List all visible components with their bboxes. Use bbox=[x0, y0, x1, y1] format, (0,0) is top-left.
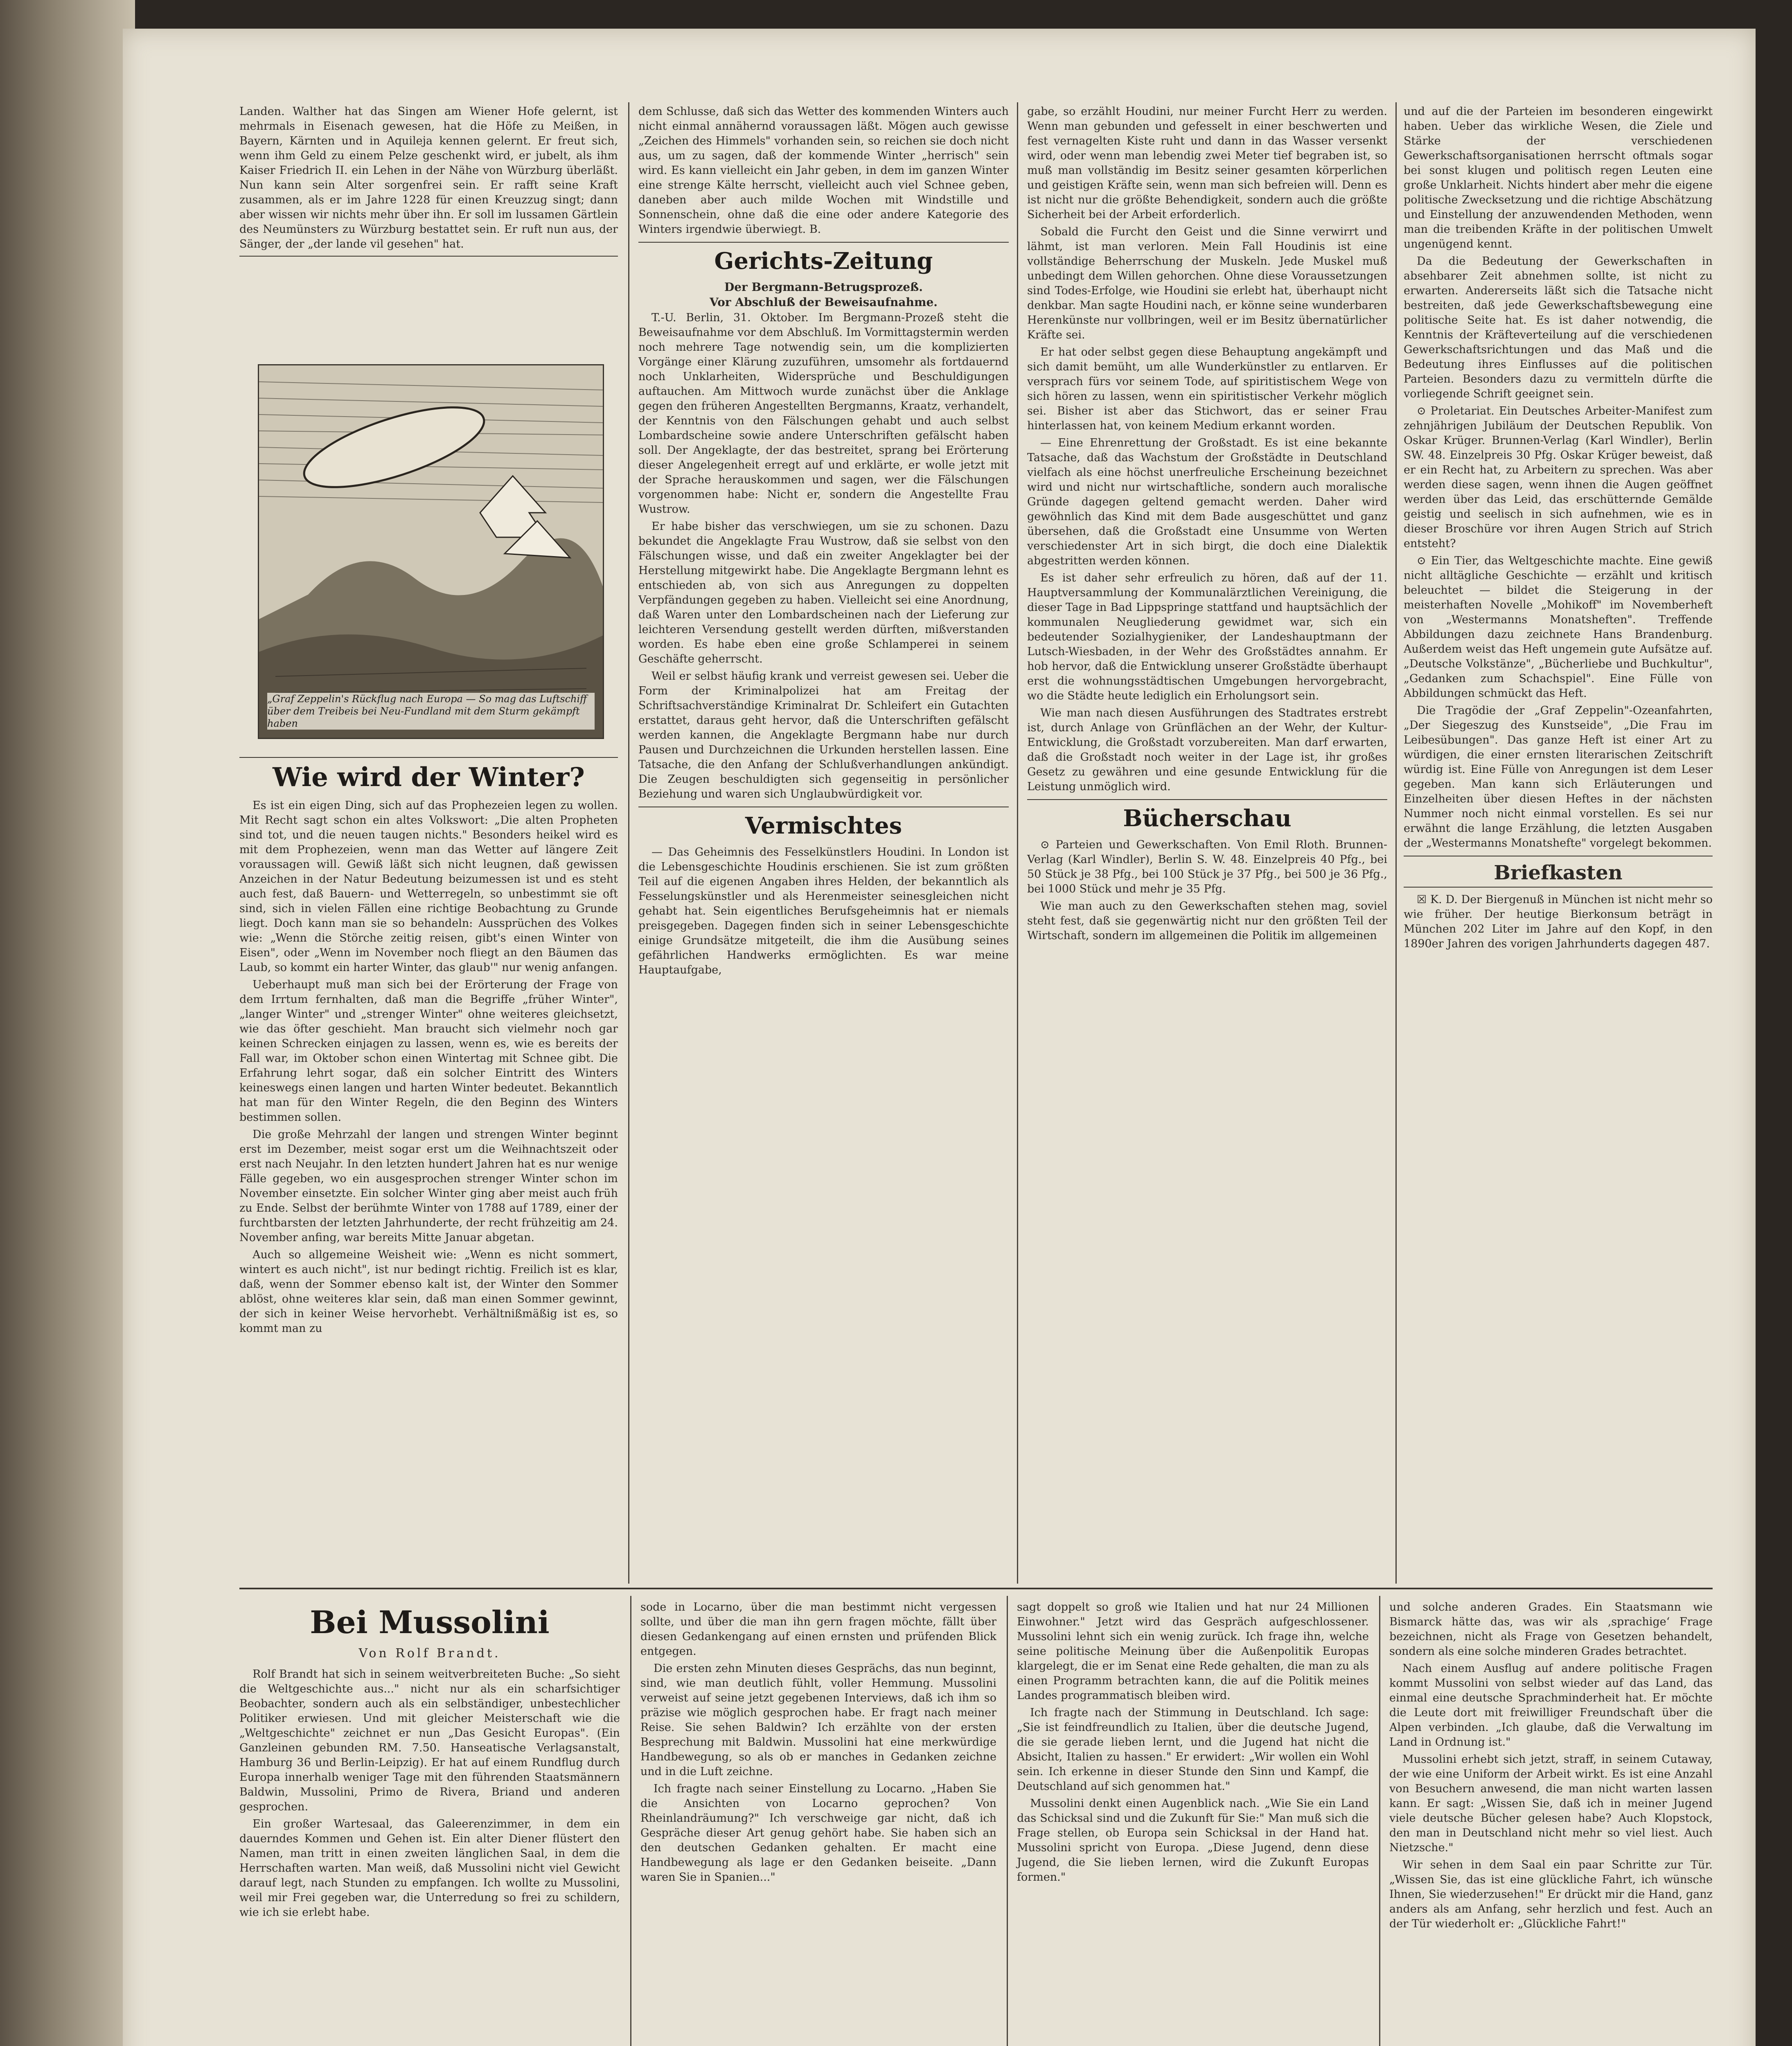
headline-buecherschau: Bücherschau bbox=[1123, 805, 1292, 832]
byline: Von Rolf Brandt. bbox=[358, 1646, 501, 1661]
article-text: Ich fragte nach der Stimmung in Deutschland. Ich sage: „Sie ist feindfreundlich zu Italien, über die deutsche Jugend, die sie gerade lieben lernt, und die Jugend hat nicht die Absicht, Italien zu hassen." Er erwidert: „Wir wollen ein Wohl sein. Ich erkenne in dieser Stunde den Sinn und Kampf, die Deutschland auf sich genommen hat." bbox=[1017, 1706, 1369, 1793]
article-text: Nach einem Ausflug auf andere politische Fragen kommt Mussolini von selbst wieder auf das Land, das einmal eine deutsche Sprachminderheit hat. Er möchte die Leute dort mit freiwilliger Freundschaft über die Alpen verbinden. „Ich glaube, daß die Verwaltung im Land in Ordnung ist." bbox=[1389, 1662, 1713, 1749]
headline-mussolini: Bei Mussolini bbox=[310, 1604, 550, 1640]
article-text: Ein großer Wartesaal, das Galeerenzimmer, in dem ein dauerndes Kommen und Gehen ist. Ein alter Diener flüstert den Namen, man tritt in einen zweiten länglichen Saal, in dem die Herrschaften warten. Man weiß, daß Mussolini nicht viel Gewicht darauf legt, nach Stunden zu empfangen. Ich wollte zu Mussolini, weil mir Frei gegeben war, die Unterredung so frei zu schildern, wie ich sie erlebt habe. bbox=[239, 1818, 620, 1919]
column-3 bbox=[1027, 104, 1387, 946]
column-1-lower bbox=[239, 757, 618, 1338]
article-text: ⊙ Proletariat. Ein Deutsches Arbeiter-Manifest zum zehnjährigen Jubiläum der Deutschen Republik. Von Oskar Krüger. Brunnen-Verlag (Karl Windler), Berlin SW. 48. Einzelpreis 30 Pfg. Oskar Krüger beweist, daß er ein Recht hat, zu Arbeitern zu sprechen. Was aber werden diese sagen, wenn ihnen die Augen geöffnet werden über das Leid, das erschütternde Gemälde geistig und seelisch in sich aufnehmen, wie es in dieser Broschüre vor ihren Augen Strich auf Strich entsteht? bbox=[1404, 405, 1713, 550]
subheadline: Vor Abschluß der Beweisaufnahme. bbox=[709, 295, 938, 309]
article-text: Die Tragödie der „Graf Zeppelin"-Ozeanfahrten, „Der Siegeszug des Kunstseide", „Die Frau im Leibesübungen". Das ganze Heft ist einer Art zu würdigen, die einer ernsten literarischen Zeitschrift würdig ist. Eine Fülle von Anregungen ist dem Leser gegeben. Man kann sich Erläuterungen und Einzelheiten über diesen Heftes in der nächsten Nummer noch nicht einmal vorstellen. Es sei nur erwähnt die lange Erzählung, die letzten Ausgaben der „Westermanns Monatshefte" vorgelegt bekommen. bbox=[1404, 704, 1713, 849]
article-text: Sobald die Furcht den Geist und die Sinne verwirrt und lähmt, ist man verloren. Mein Fall Houdinis ist eine vollständige Beherrschung der Muskeln. Jede Muskel muß unbedingt dem Willen gehorchen. Ohne diese Voraussetzungen sind Todes-Erfolge, wie Houdini sie erlebt hat, überhaupt nicht denkbar. Man sagte Houdini nach, er könne seine wunderbaren Herenkünste nur vollbringen, weil er im Besitz übernatürlicher Kräfte sei. bbox=[1027, 225, 1387, 341]
article-text: Wir sehen in dem Saal ein paar Schritte zur Tür. „Wissen Sie, das ist eine glückliche Fahrt, ich wünsche Ihnen, Sie wiederzusehen!" Er drückt mir die Hand, ganz anders als am Anfang, sehr herzlich und fest. Auch an der Tür wiederholt er: „Glückliche Fahrt!" bbox=[1389, 1859, 1713, 1930]
zeppelin-illustration bbox=[258, 364, 604, 739]
article-text: Auch so allgemeine Weisheit wie: „Wenn es nicht sommert, wintert es auch nicht", ist nur bedingt richtig. Freilich ist es klar, daß, wenn der Sommer ebenso kalt ist, der Winter den Sommer ablöst, ohne weiteres klar sein, daß man einen Sommer gewinnt, der sich in keiner Weise hervorhebt. Verhältnißmäßig ist es, so kommt man zu bbox=[239, 1248, 618, 1335]
divider bbox=[239, 757, 618, 758]
article-text: Wie man nach diesen Ausführungen des Stadtrates erstrebt ist, durch Anlage von Grünflächen an der Wehr, der Kultur-Entwicklung, die Großstadt vorzubereiten. Man darf erwarten, daß die Großstadt noch weiter in der Lage ist, ihr großes Gesetz zu gewähren und eine gesunde Entwicklung für die Leistung unmöglich wird. bbox=[1027, 707, 1387, 793]
column-4 bbox=[1404, 104, 1713, 954]
article-text: ☒ K. D. Der Biergenuß in München ist nicht mehr so wie früher. Der heutige Bierkonsum beträgt in München 202 Liter im Jahre auf den Kopf, in den 1890er Jahren des vorigen Jahrhunderts dagegen 487. bbox=[1404, 893, 1713, 950]
column-rule bbox=[1007, 1596, 1008, 2046]
book-binding bbox=[0, 0, 135, 2046]
article-text: Ueberhaupt muß man sich bei der Erörterung der Frage von dem Irrtum fernhalten, daß man die Begriffe „früher Winter", „langer Winter" und „strenger Winter" ohne weiteres gleichsetzt, wie das öfter geschieht. Man braucht sich vielmehr noch gar keinen Schrecken einjagen zu lassen, wenn es, wie es bereits der Fall war, im Oktober schon einen Wintertag mit Schnee gibt. Die Erfahrung lehrt sogar, daß ein solcher Eintritt des Winters keineswegs einen langen und harten Winter bedeutet. Bekanntlich hat man für den Winter Regeln, die den Beginn des Winters bestimmen sollen. bbox=[239, 978, 618, 1124]
article-text: ⊙ Ein Tier, das Weltgeschichte machte. Eine gewiß nicht alltägliche Geschichte — erzählt und kritisch beleuchtet — bildet die Steigerung in der meisterhaften Novelle „Mohikoff" im Novemberheft von „Westermanns Monatsheften". Treffende Abbildungen dazu zeichnete Hans Brandenburg. Außerdem weist das Heft ungemein gute Aufsätze auf. „Deutsche Volkstänze", „Bücherliebe und Buchkultur", „Gedanken zum Schachspiel". Eine Fülle von Abbildungen schmückt das Heft. bbox=[1404, 554, 1713, 700]
article-text: Er hat oder selbst gegen diese Behauptung angekämpft und sich damit bemüht, um alle Wunderkünstler zu entlarven. Er versprach fürs vor seinem Tode, auf spiritistischem Wege von sich hören zu lassen, wenn ein spiritistischer Verkehr möglich sei. Bisher ist aber das Stichwort, das er seiner Frau hinterlassen hat, von keinem Medium erkannt worden. bbox=[1027, 346, 1387, 432]
zeppelin-engraving bbox=[259, 365, 603, 738]
article-text: und auf die der Parteien im besonderen eingewirkt haben. Ueber das wirkliche Wesen, die Ziele und Stärke der verschiedenen Gewerkschaftsorganisationen herrscht oftmals sogar bei sonst klugen und politisch regen Leuten eine große Unklarheit. Nichts hindert aber mehr die eigene politische Zwecksetzung und die richtige Abschätzung und Einstellung der anzuwendenden Methoden, wenn man die treibenden Kräfte in der politischen Umwelt ungenügend kennt. bbox=[1404, 105, 1713, 250]
headline-vermischtes: Vermischtes bbox=[745, 812, 902, 839]
bottom-column-4 bbox=[1389, 1600, 1713, 1934]
article-text: Mussolini denkt einen Augenblick nach. „Wie Sie ein Land das Schicksal sind und die Zukunft für Sie:" Man muß sich die Frage stellen, ob Europa sein Schicksal in der Hand hat. Mussolini spricht von Europa. „Diese Jugend, denn diese Jugend, die Sie lieben lernen, wird die Zukunft Europas formen." bbox=[1017, 1797, 1369, 1884]
article-text: Er habe bisher das verschwiegen, um sie zu schonen. Dazu bekundet die Angeklagte Frau Wustrow, daß sie selbst von den Fälschungen wisse, und daß ein zweiter Angeklagter bei der Herstellung mitgewirkt habe. Die Angeklagte Bergmann lehnt es entschieden ab, von sich aus Anregungen zu doppelten Verpfändungen gegeben zu haben. Vielleicht sei eine Anordnung, daß Waren unter den Lombardscheinen nach der Lieferung zur leichteren Versendung gestellt werden dürften, mißverstanden worden. Es habe eben eine große Schlamperei in seinem Geschäfte geherrscht. bbox=[638, 520, 1009, 665]
column-rule bbox=[1017, 102, 1018, 1584]
article-text: dem Schlusse, daß sich das Wetter des kommenden Winters auch nicht einmal annähernd voraussagen läßt. Mögen auch gewisse „Zeichen des Himmels" vorhanden sein, so reichen sie doch nicht aus, um zu sagen, daß der kommende Winter „herrisch" sein wird. Es kann vielleicht ein Jahr geben, in dem im ganzen Winter eine strenge Kälte herrscht, vielleicht auch viel Schnee geben, daneben aber auch milde Wochen mit Windstille und Sonnenschein, ohne daß die eine oder andere Kategorie des Winters irgendwie überwiegt. B. bbox=[638, 105, 1009, 236]
article-text: Da die Bedeutung der Gewerkschaften in absehbarer Zeit abnehmen sollte, ist nicht zu erwarten. Andererseits läßt sich die Tatsache nicht bestreiten, daß jede Gewerkschaftsbewegung eine politische Seite hat. Es ist daher notwendig, die Kenntnis der Kräfteverteilung auf die verschiedenen Gewerkschaftsrichtungen und das Maß und die Bedeutung ihres Einflusses auf die politischen Parteien. Besonders dazu zu vermitteln dürfte die vorliegende Schrift geeignet sein. bbox=[1404, 255, 1713, 400]
column-rule bbox=[1395, 102, 1397, 1584]
article-text: Mussolini erhebt sich jetzt, straff, in seinem Cutaway, der wie eine Uniform der Arbeit wirkt. Es ist eine Anzahl von Besuchern anwesend, die man nicht warten lassen kann. Er sagt: „Wissen Sie, daß ich in meiner Jugend viele deutsche Bücher gelesen habe? Auch Klopstock, den man in Deutschland nicht mehr so viel liest. Auch Nietzsche." bbox=[1389, 1753, 1713, 1854]
article-text: gabe, so erzählt Houdini, nur meiner Furcht Herr zu werden. Wenn man gebunden und gefesselt in einer beschwerten und fest vernagelten Kiste ruht und dann in das Wasser versenkt wird, oder wenn man lebendig zwei Meter tief begraben ist, so muß man vollständig im Besitz seiner gesamten körperlichen und geistigen Kräfte sein, wenn man sich befreien will. Denn es ist nicht nur die größte Behendigkeit, sondern auch die größte Sicherheit bei der Arbeit erforderlich. bbox=[1027, 105, 1387, 221]
column-2 bbox=[638, 104, 1009, 980]
article-text: ⊙ Parteien und Gewerkschaften. Von Emil Rloth. Brunnen-Verlag (Karl Windler), Berlin S. W. 48. Einzelpreis 40 Pfg., bei 50 Stück je 38 Pfg., bei 100 Stück je 37 Pfg., bei 500 je 36 Pfg., bei 1000 Stück und mehr je 35 Pfg. bbox=[1027, 838, 1387, 895]
article-text: — Eine Ehrenrettung der Großstadt. Es ist eine bekannte Tatsache, daß das Wachstum der Großstädte in Deutschland vielfach als eine höchst unerfreuliche Erscheinung bezeichnet wird und nicht nur wirtschaftliche, sondern auch moralische Gründe dagegen geltend gemacht werden. Daher wird gewöhnlich das Kind mit dem Bade ausgeschüttet und ganz übersehen, daß die Großstadt eine Unsumme von Werten verschiedenster Art in sich birgt, die doch eine Dialektik abgestritten werden können. bbox=[1027, 437, 1387, 567]
newspaper-page bbox=[123, 29, 1756, 2046]
article-text: Weil er selbst häufig krank und verreist gewesen sei. Ueber die Form der Kriminalpolizei hat am Freitag der Schriftsachverständige Kriminalrat Dr. Schleifert ein Gutachten erstattet, daraus geht hervor, daß die Unterschriften gefälscht werden kannen, die Angeklagte Bergmann habe nur durch Pausen und Durchzeichnen die Urkunden herstellen lassen. Eine Tatsache, die den Anfang der Schlußverhandlungen ankündigt. Die Zeugen beschuldigten sich gegenseitig in persönlicher Beziehung und waren sich Unglaubwürdigkeit vor. bbox=[638, 670, 1009, 800]
illustration-caption: „Graf Zeppelin's Rückflug nach Europa — So mag das Luftschiff über dem Treibeis bei Neu-Fundland mit dem Sturm gekämpft haben bbox=[267, 693, 595, 730]
article-text: Es ist daher sehr erfreulich zu hören, daß auf der 11. Hauptversammlung der Kommunalärztlichen Vereinigung, die dieser Tage in Bad Lippspringe stattfand und hauptsächlich der kommunalen Neugliederung gewidmet war, sich ein bedeutender Sozialhygieniker, der Landeshauptmann der Lutsch-Wiesbaden, in der Wehr des Großstädtes annahm. Er hob hervor, daß die Entwicklung unserer Großstädte überhaupt erst die wohnungsstädtischen Umgebungen hervorgebracht, wo die Städte heute lediglich ein Erholungsort sein. bbox=[1027, 572, 1387, 702]
column-rule bbox=[630, 1596, 631, 2046]
bottom-column-3 bbox=[1017, 1600, 1369, 1887]
article-text: und solche anderen Grades. Ein Staatsmann wie Bismarck hätte das, was wir als ‚sprachige‘ Frage bezeichnen, nicht als Frage von Gesetzen behandelt, sondern als eine solche minderen Grades betrachtet. bbox=[1389, 1601, 1713, 1658]
column-rule bbox=[628, 102, 629, 1584]
article-text: sode in Locarno, über die man bestimmt nicht vergessen sollte, und über die man ihn gern fragen möchte, fällt über diesen Gedankengang auf einen ernsten und prüfenden Blick entgegen. bbox=[640, 1601, 996, 1658]
article-text: Rolf Brandt hat sich in seinem weitverbreiteten Buche: „So sieht die Weltgeschichte aus..." nicht nur als ein scharfsichtiger Beobachter, sondern auch als ein selbständiger, unbestechlicher Politiker erwiesen. Und mit gleicher Meisterschaft wie die „Weltgeschichte" zeichnet er nun „Das Gesicht Europas". (Ein Ganzleinen gebunden RM. 7.50. Hanseatische Verlagsanstalt, Hamburg 36 und Berlin-Leipzig). Er hat auf einem Rundflug durch Europa innerhalb weniger Tage mit den führenden Staatsmännern Baldwin, Mussolini, Primo de Rivera, Briand und anderen gesprochen. bbox=[239, 1668, 620, 1813]
article-text: sagt doppelt so groß wie Italien und hat nur 24 Millionen Einwohner." Jetzt wird das Gespräch aufgeschlossener. Mussolini lehnt sich ein wenig zurück. Ich frage ihn, welche seine politische Meinung über die Außenpolitik Europas klargelegt, die er im Senat eine Rede gehalten, die man zu als einen Programm betrachten kann, die auf die Politik meines Landes programmatisch bleiben wird. bbox=[1017, 1601, 1369, 1702]
article-text: Es ist ein eigen Ding, sich auf das Prophezeien legen zu wollen. Mit Recht sagt schon ein altes Volkswort: „Die alten Propheten sind tot, und die neuen taugen nichts." Besonders heikel wird es mit dem Prophezeien, wenn man das Wetter auf längere Zeit voraussagen will. Gewiß läßt sich nicht leugnen, daß gewissen Anzeichen in der Natur Bedeutung beizumessen ist und es steht auch fest, daß Bauern- und Wetterregeln, so unbestimmt sie oft sind, sich in vielen Fällen eine richtige Beobachtung zu Grunde liegt. Doch kann man sie so behandeln: Aussprüchen des Volkes wie: „Wenn die Störche zeitig reisen, gibt's einen Winter von Eisen", oder „Wenn im November noch fliegt an den Bäumen das Laub, so kommt ein harter Winter, das glaub'" nur wenig anfangen. bbox=[239, 799, 618, 974]
bottom-column-2 bbox=[640, 1600, 996, 1887]
article-text: — Das Geheimnis des Fesselkünstlers Houdini. In London ist die Lebensgeschichte Houdinis erschienen. Sie ist zum größten Teil auf die eigenen Angaben ihres Helden, der bekanntlich als Fesselungskünstler und als Herenmeister seinesgleichen nicht gehabt hat. Sein eigentliches Berufsgeheimnis hat er niemals preisgegeben. Dagegen finden sich in seiner Lebensgeschichte einige Grundsätze mitgeteilt, die ihm die Ausübung seines gefährlichen Handwerks ermöglichten. Es war meine Hauptaufgabe, bbox=[638, 846, 1009, 976]
article-text: Ich fragte nach seiner Einstellung zu Locarno. „Haben Sie die Ansichten von Locarno geprochen? Von Rheinlandräumung?" Ich verschweige gar nicht, daß ich Gespräche dieser Art genug gehört habe. Sie haben sich an den deutschen Gedanken gehalten. Er macht eine Handbewegung als lage er den Gedanken beiseite. „Dann waren Sie in Spanien..." bbox=[640, 1782, 996, 1884]
section-divider bbox=[239, 1588, 1713, 1589]
subheadline: Der Bergmann-Betrugsprozeß. bbox=[724, 280, 923, 294]
article-text: Die große Mehrzahl der langen und strengen Winter beginnt erst im Dezember, meist sogar erst um die Weihnachtszeit oder erst nach Neujahr. In den letzten hundert Jahren hat es nur wenige Fälle gegeben, wo ein ausgesprochen strenger Winter schon im November einsetzte. Ein solcher Winter ging aber meist auch früh zu Ende. Selbst der berühmte Winter von 1788 auf 1789, einer der furchtbarsten der letzten Jahrhunderte, der recht frühzeitig am 24. November anfing, war bereits Mitte Januar abgetan. bbox=[239, 1128, 618, 1244]
article-text: Die ersten zehn Minuten dieses Gesprächs, das nun beginnt, sind, wie man deutlich fühlt, voller Hemmung. Mussolini verweist auf seine jetzt gegebenen Interviews, daß ich ihm so präzise wie möglich gesprochen habe. Er fragt nach meiner Reise. Sie sehen Baldwin? Ich erzählte von der ersten Besprechung mit Baldwin. Mussolini hat eine merkwürdige Handbewegung, so als ob er manches in Gedanken zeichne und in die Luft zeichne. bbox=[640, 1662, 996, 1778]
headline-gerichts-zeitung: Gerichts-Zeitung bbox=[714, 248, 933, 275]
article-text: Landen. Walther hat das Singen am Wiener Hofe gelernt, ist mehrmals in Eisenach gewesen, hat die Höfe zu Meißen, in Bayern, Kärnten und in Aquileja kennen gelernt. Er freut sich, wenn ihm Geld zu einem Pelze geschenkt wird, er jubelt, als ihm Kaiser Friedrich II. ein Lehen in der Nähe von Würzburg überläßt. Nun kann sein Alter sorgenfrei sein. Er rafft seine Kraft zusammen, als er im Jahre 1228 für einen Kreuzzug singt; dann aber wissen wir nichts mehr über ihn. Er soll im lussamen Gärtlein des Neumünsters zu Würzburg bestattet sein. Er ruft nun aus, der Sänger, der „der lande vil gesehen" hat. bbox=[239, 105, 618, 250]
divider bbox=[239, 256, 618, 257]
bottom-column-1 bbox=[239, 1600, 620, 1922]
headline-winter: Wie wird der Winter? bbox=[273, 762, 585, 793]
divider bbox=[1027, 799, 1387, 800]
column-1 bbox=[239, 104, 618, 261]
column-rule bbox=[1379, 1596, 1380, 2046]
divider bbox=[1404, 887, 1713, 888]
article-text: Wie man auch zu den Gewerkschaften stehen mag, soviel steht fest, daß sie gegenwärtig nicht nur den größten Teil der Wirtschaft, sondern im allgemeinen die Politik im allgemeinen bbox=[1027, 900, 1387, 942]
divider bbox=[638, 242, 1009, 243]
headline-briefkasten: Briefkasten bbox=[1494, 861, 1623, 884]
article-text: T.-U. Berlin, 31. Oktober. Im Bergmann-Prozeß steht die Beweisaufnahme vor dem Abschluß. Im Vormittagstermin werden noch mehrere Tage notwendig sein, um die komplizierten Vorgänge einer Klärung zuzuführen, umsomehr als fortdauernd noch Unklarheiten, Widersprüche und Beschuldigungen auftauchen. Am Mittwoch wurde zunächst über die Anklage gegen den früheren Angestellten Bergmanns, Kraatz, verhandelt, der Kenntnis von den Fälschungen gehabt und auch selbst Lombardscheine sowie andere Unterschriften gefälscht haben soll. Der Angeklagte, der das bestreitet, sprang bei Erörterung dieser Angelegenheit erregt auf und erklärte, er wolle jetzt mit der Sprache herauskommen und sagen, wer die Fälschungen vorgenommen habe: Nicht er, sondern die Angestellte Frau Wustrow. bbox=[638, 311, 1009, 516]
